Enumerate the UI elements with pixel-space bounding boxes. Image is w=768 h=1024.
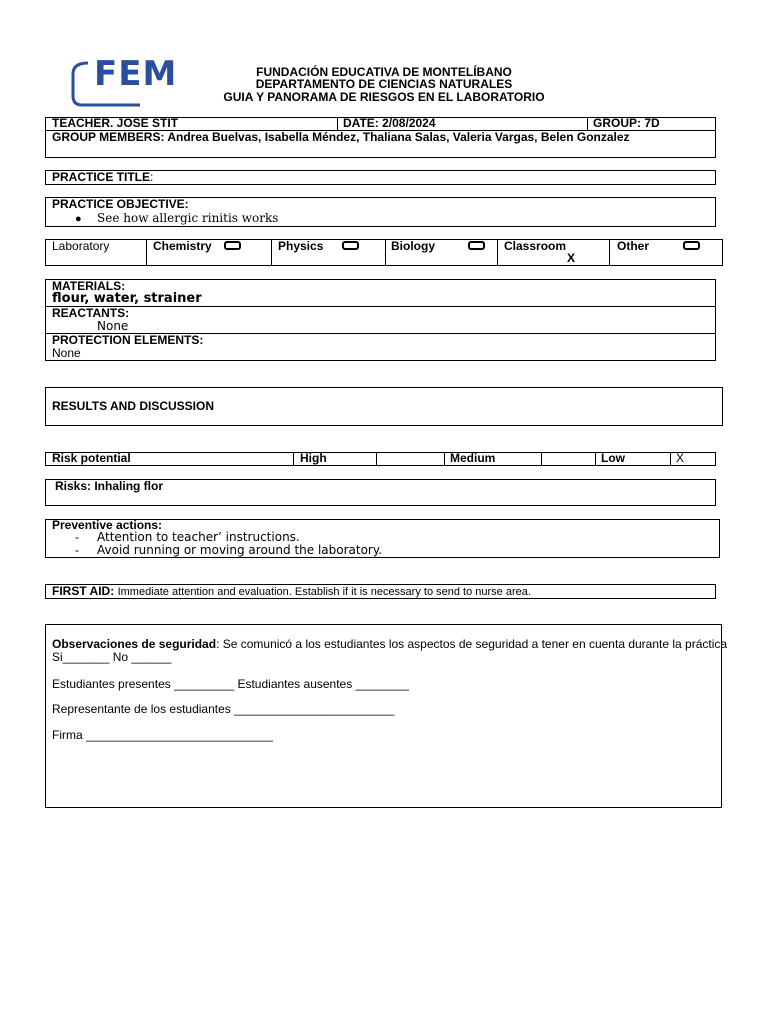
observations-text: : Se comunicó a los estudiantes los aspectos de seguridad a tener en cuenta durante la práctica — [216, 637, 728, 651]
info-section — [45, 117, 716, 158]
reactants-label: REACTANTS: — [52, 306, 130, 320]
physics-checkbox[interactable] — [342, 241, 359, 250]
dash-icon: - — [75, 543, 79, 557]
si-no-field[interactable]: Si_______ No ______ — [52, 650, 172, 664]
teacher-name: TEACHER. JOSE STIT — [52, 116, 179, 130]
preventive-item-1: Attention to teacher’ instructions. — [97, 530, 300, 544]
results-section — [45, 387, 723, 426]
preventive-label: Preventive actions: — [52, 518, 163, 532]
place-chemistry: Chemistry — [153, 239, 212, 253]
risk-high: High — [300, 451, 327, 465]
protection-label: PROTECTION ELEMENTS: — [52, 333, 204, 347]
logo-text: FEM — [94, 54, 178, 94]
observations-label: Observaciones de seguridad — [52, 637, 217, 651]
practice-title-section — [45, 170, 716, 185]
preventive-item-2: Avoid running or moving around the laboratory. — [97, 543, 383, 557]
place-other: Other — [617, 239, 650, 253]
risk-potential-row — [45, 452, 716, 466]
other-checkbox[interactable] — [683, 241, 700, 250]
group: GROUP: 7D — [593, 116, 660, 130]
observations-section — [45, 624, 728, 808]
materials-value: flour, water, strainer — [52, 291, 202, 306]
place-biology: Biology — [391, 239, 435, 253]
objective-section — [45, 197, 716, 227]
classroom-mark: X — [567, 251, 576, 265]
students-count-field[interactable]: Estudiantes presentes _________ Estudiantes ausentes ________ — [52, 677, 409, 691]
objective-label: PRACTICE OBJECTIVE: — [52, 197, 189, 211]
protection-value: None — [52, 346, 81, 360]
bullet-icon: ● — [75, 213, 82, 225]
header-line-1: FUNDACIÓN EDUCATIVA DE MONTELÍBANO — [256, 65, 512, 79]
risk-low-mark: X — [676, 451, 685, 465]
practice-title-label: PRACTICE TITLE — [52, 170, 150, 184]
biology-checkbox[interactable] — [468, 241, 485, 250]
header-line-2: DEPARTAMENTO DE CIENCIAS NATURALES — [255, 77, 513, 91]
place-physics: Physics — [278, 239, 324, 253]
chemistry-checkbox[interactable] — [224, 241, 241, 250]
first-aid-label: FIRST AID: — [52, 584, 115, 598]
signature-field[interactable]: Firma ____________________________ — [52, 728, 273, 742]
representative-field[interactable]: Representante de los estudiantes ________________________ — [52, 702, 395, 716]
preventive-section — [45, 519, 720, 558]
materials-label: MATERIALS: — [52, 279, 126, 293]
risks-text: Risks: Inhaling flor — [55, 479, 164, 493]
place-row — [45, 239, 723, 266]
risks-section — [45, 479, 716, 506]
objective-item: See how allergic rinitis works — [97, 211, 279, 225]
risk-low: Low — [601, 451, 625, 465]
first-aid-section — [45, 584, 716, 599]
group-members: GROUP MEMBERS: Andrea Buelvas, Isabella Méndez, Thaliana Salas, Valeria Vargas, Belen Gonzalez — [52, 130, 630, 144]
place-classroom: Classroom — [504, 239, 567, 253]
place-laboratory: Laboratory — [52, 239, 110, 253]
reactants-value: None — [97, 319, 129, 333]
dash-icon: - — [75, 530, 79, 544]
practice-title-colon: : — [150, 170, 154, 184]
materials-section — [45, 279, 716, 361]
header-line-3: GUIA Y PANORAMA DE RIESGOS EN EL LABORATORIO — [223, 90, 545, 104]
risk-potential-label: Risk potential — [52, 451, 131, 465]
risk-medium: Medium — [450, 451, 496, 465]
date: DATE: 2/08/2024 — [343, 116, 436, 130]
first-aid-text: Immediate attention and evaluation. Establish if it is necessary to send to nurse area. — [117, 586, 531, 598]
results-label: RESULTS AND DISCUSSION — [52, 399, 215, 413]
